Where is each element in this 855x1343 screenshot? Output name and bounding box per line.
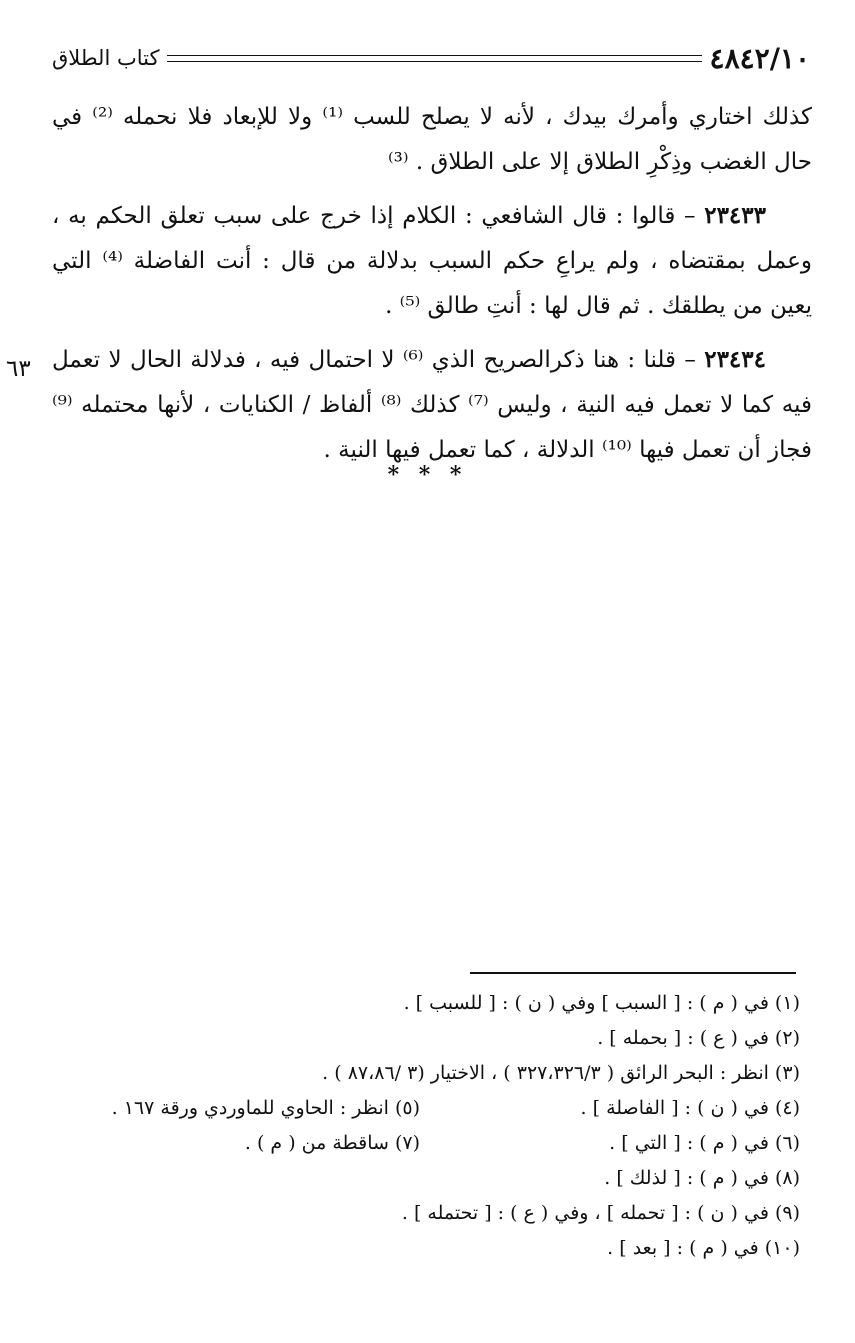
paragraph-continuation bbox=[52, 95, 812, 185]
footnote-row bbox=[60, 1091, 800, 1126]
footnote-row bbox=[60, 1126, 800, 1161]
paragraph-number: ٢٣٤٣٣ bbox=[704, 202, 766, 229]
section-separator: * * * bbox=[387, 462, 468, 488]
footnote-6: (٦) في ( م ) : [ التي ] . bbox=[609, 1132, 800, 1154]
footnote-2: (٢) في ( ع ) : [ بحمله ] . bbox=[597, 1027, 800, 1049]
paragraph-text: – قلنا : هنا ذكرالصريح الذي ⁽⁶⁾ لا احتمال فيه ، فدلالة الحال لا تعمل فيه كما لا تعمل فيه النية ، وليس ⁽⁷⁾ كذلك ⁽⁸⁾ ألفاظ / الكنايات ، لأنها محتمله ⁽⁹⁾ فجاز أن تعمل فيها ⁽¹⁰⁾ الدلالة ، كما تعمل فيها النية . bbox=[52, 347, 812, 463]
footnote-row bbox=[60, 1056, 800, 1091]
footnotes bbox=[60, 986, 800, 1266]
paragraph-number: ٢٣٤٣٤ bbox=[704, 346, 766, 373]
manuscript-margin-number: ٦٣ bbox=[6, 356, 31, 382]
footnote-row bbox=[60, 986, 800, 1021]
paragraph-text: – قالوا : قال الشافعي : الكلام إذا خرج على سبب تعلق الحكم به ، وعمل بمقتضاه ، ولم يراعِ حكم السبب بدلالة من قال : أنت الفاضلة ⁽⁴⁾ التي يعين من يطلقك . ثم قال لها : أنتِ طالق ⁽⁵⁾ . bbox=[52, 203, 812, 319]
paragraph-23434 bbox=[52, 337, 812, 473]
page-header bbox=[52, 38, 810, 78]
page-number: ٤٨٤٢/١٠ bbox=[709, 41, 810, 75]
header-rule bbox=[167, 55, 701, 62]
footnote-7: (٧) ساقطة من ( م ) . bbox=[244, 1132, 420, 1154]
footnote-9: (٩) في ( ن ) : [ تحمله ] ، وفي ( ع ) : [ تحتمله ] . bbox=[401, 1202, 800, 1224]
footnote-row bbox=[60, 1021, 800, 1056]
footnote-10: (١٠) في ( م ) : [ بعد ] . bbox=[607, 1237, 800, 1259]
footnote-row bbox=[60, 1231, 800, 1266]
footnote-4: (٤) في ( ن ) : [ الفاصلة ] . bbox=[580, 1097, 800, 1119]
book-title: كتاب الطلاق bbox=[52, 46, 160, 70]
footnote-row bbox=[60, 1161, 800, 1196]
paragraph-text: كذلك اختاري وأمرك بيدك ، لأنه لا يصلح للسب ⁽¹⁾ ولا للإبعاد فلا نحمله ⁽²⁾ في حال الغضب وذِكْرِ الطلاق إلا على الطلاق . ⁽³⁾ bbox=[52, 104, 813, 175]
footnote-rule bbox=[470, 972, 796, 974]
paragraph-23433 bbox=[52, 193, 812, 329]
main-text bbox=[52, 95, 812, 481]
footnote-3: (٣) انظر : البحر الرائق ( ٣٢٧،٣٢٦/٣ ) ، الاختيار (٣ /٨٧،٨٦ ) . bbox=[322, 1062, 800, 1084]
footnote-5: (٥) انظر : الحاوي للماوردي ورقة ١٦٧ . bbox=[111, 1097, 420, 1119]
footnote-row bbox=[60, 1196, 800, 1231]
footnote-1: (١) في ( م ) : [ السبب ] وفي ( ن ) : [ للسبب ] . bbox=[403, 992, 800, 1014]
footnote-8: (٨) في ( م ) : [ لذلك ] . bbox=[604, 1167, 800, 1189]
